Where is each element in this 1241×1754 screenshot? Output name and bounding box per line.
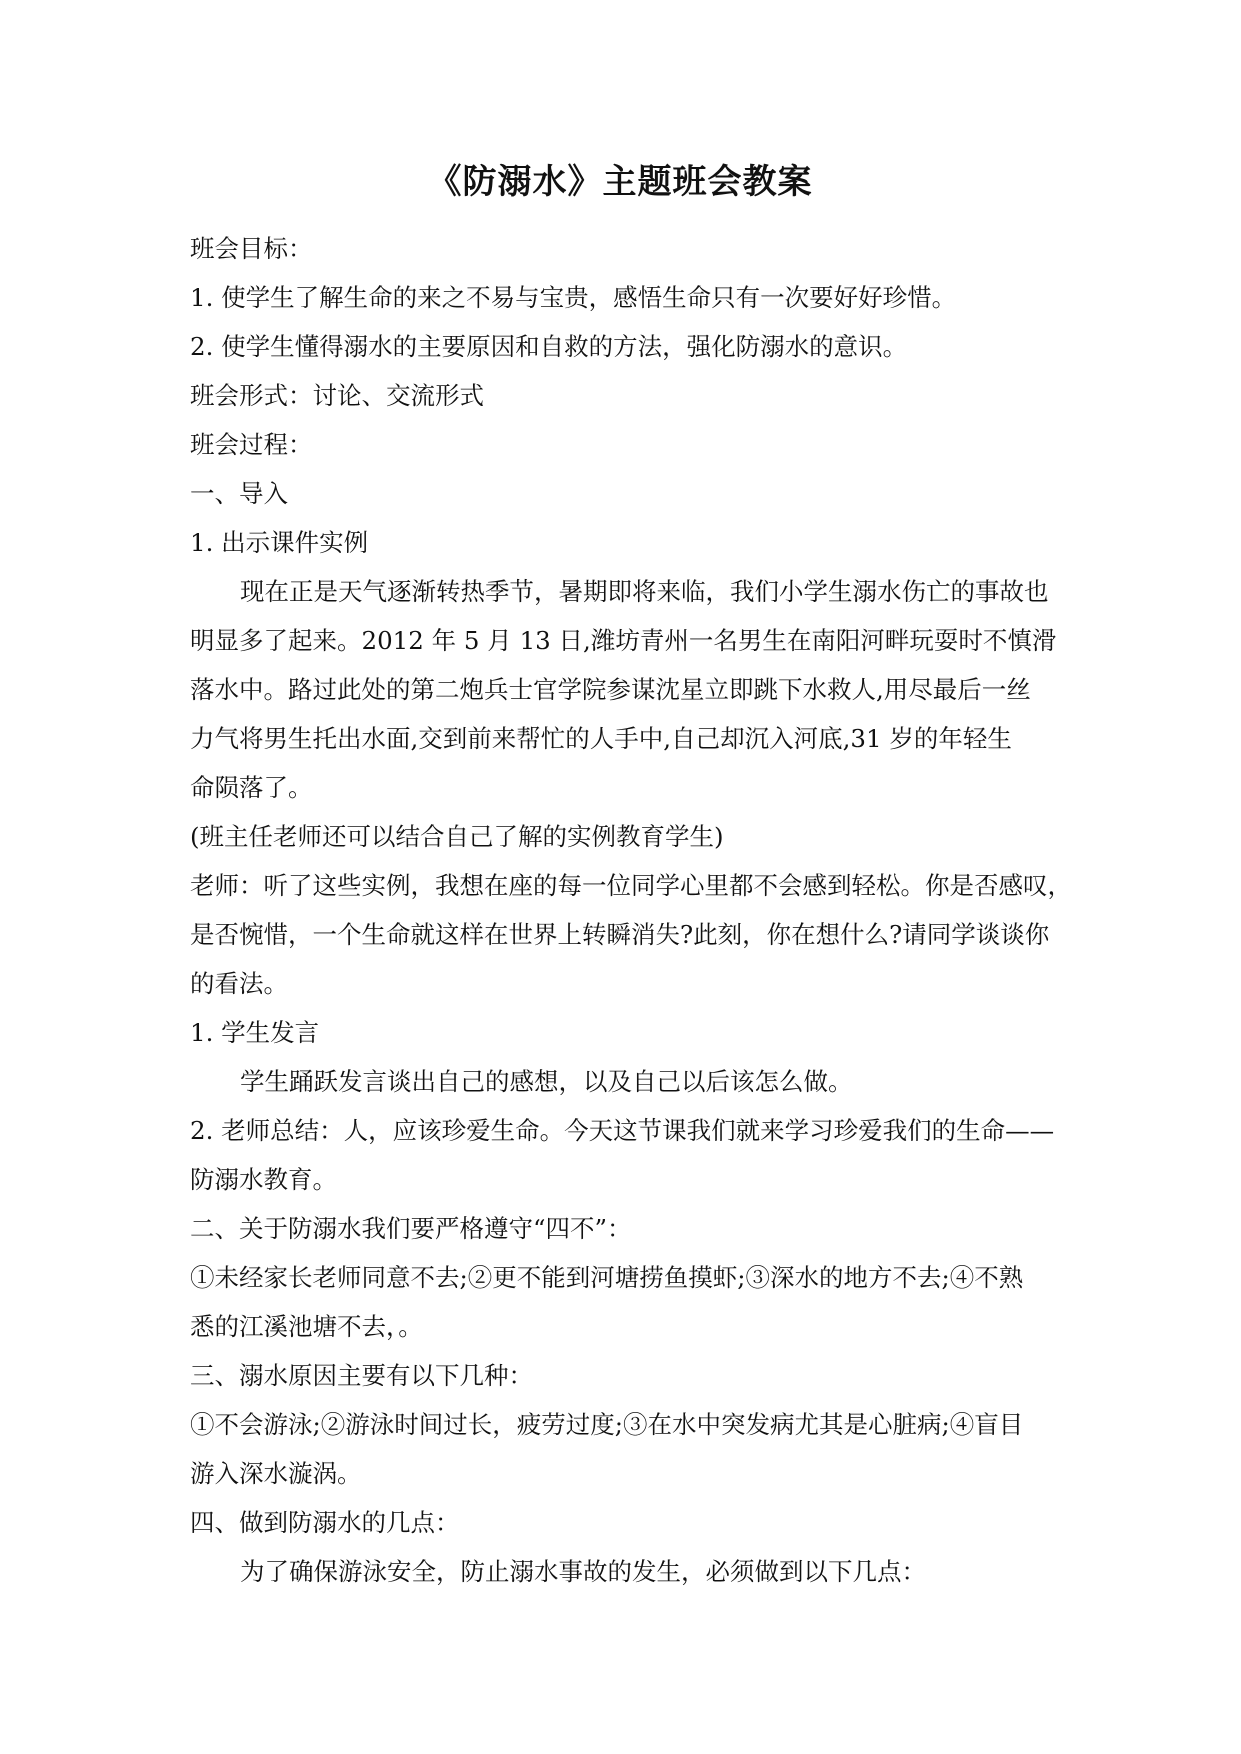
paragraph-line: 学生踊跃发言谈出自己的感想，以及自己以后该怎么做。 bbox=[240, 1067, 853, 1096]
paragraph-line: 落水中。路过此处的第二炮兵士官学院参谋沈星立即跳下水救人,用尽最后一丝 bbox=[190, 675, 1031, 704]
paragraph-line: 悉的江溪池塘不去，。 bbox=[190, 1312, 423, 1341]
section-heading-goals: 班会目标： bbox=[190, 234, 313, 263]
teacher-note: (班主任老师还可以结合自己了解的实例教育学生) bbox=[190, 822, 724, 851]
goal-item-1: 1. 使学生了解生命的来之不易与宝贵，感悟生命只有一次要好好珍惜。 bbox=[190, 283, 957, 312]
paragraph-line: 的看法。 bbox=[190, 969, 288, 998]
paragraph-line: 力气将男生托出水面,交到前来帮忙的人手中,自己却沉入河底,31 岁的年轻生 bbox=[190, 724, 1012, 753]
part-heading-four-nots: 二、关于防溺水我们要严格遵守“四不”： bbox=[190, 1214, 632, 1243]
paragraph-line: 明显多了起来。2012 年 5 月 13 日,潍坊青州一名男生在南阳河畔玩耍时不慎滑 bbox=[190, 626, 1057, 655]
paragraph-line: ①不会游泳;②游泳时间过长，疲劳过度;③在水中突发病尤其是心脏病;④盲目 bbox=[190, 1410, 1024, 1439]
paragraph-line: 防溺水教育。 bbox=[190, 1165, 337, 1194]
section-heading-process: 班会过程： bbox=[190, 430, 313, 459]
part-heading-prevention: 四、做到防溺水的几点： bbox=[190, 1508, 460, 1537]
step-teacher-summary: 2. 老师总结：人，应该珍爱生命。今天这节课我们就来学习珍爱我们的生命—— bbox=[190, 1116, 1055, 1145]
part-heading-intro: 一、导入 bbox=[190, 479, 288, 508]
paragraph-line: 现在正是天气逐渐转热季节，暑期即将来临，我们小学生溺水伤亡的事故也 bbox=[240, 577, 1049, 606]
paragraph-line: ①未经家长老师同意不去;②更不能到河塘捞鱼摸虾;③深水的地方不去;④不熟 bbox=[190, 1263, 1024, 1292]
goal-item-2: 2. 使学生懂得溺水的主要原因和自救的方法，强化防溺水的意识。 bbox=[190, 332, 908, 361]
document-title: 《防溺水》主题班会教案 bbox=[427, 162, 813, 202]
step-student-speech: 1. 学生发言 bbox=[190, 1018, 320, 1047]
part-heading-causes: 三、溺水原因主要有以下几种： bbox=[190, 1361, 533, 1390]
paragraph-line: 是否惋惜，一个生命就这样在世界上转瞬消失?此刻，你在想什么?请同学谈谈你 bbox=[190, 920, 1050, 949]
paragraph-line: 游入深水漩涡。 bbox=[190, 1459, 362, 1488]
document-body bbox=[190, 224, 1072, 1596]
paragraph-line: 命陨落了。 bbox=[190, 773, 313, 802]
paragraph-line: 为了确保游泳安全，防止溺水事故的发生，必须做到以下几点： bbox=[240, 1557, 926, 1586]
paragraph-line: 老师：听了这些实例，我想在座的每一位同学心里都不会感到轻松。你是否感叹， bbox=[190, 871, 1072, 900]
step-show-example: 1. 出示课件实例 bbox=[190, 528, 369, 557]
meeting-format: 班会形式：讨论、交流形式 bbox=[190, 381, 484, 410]
